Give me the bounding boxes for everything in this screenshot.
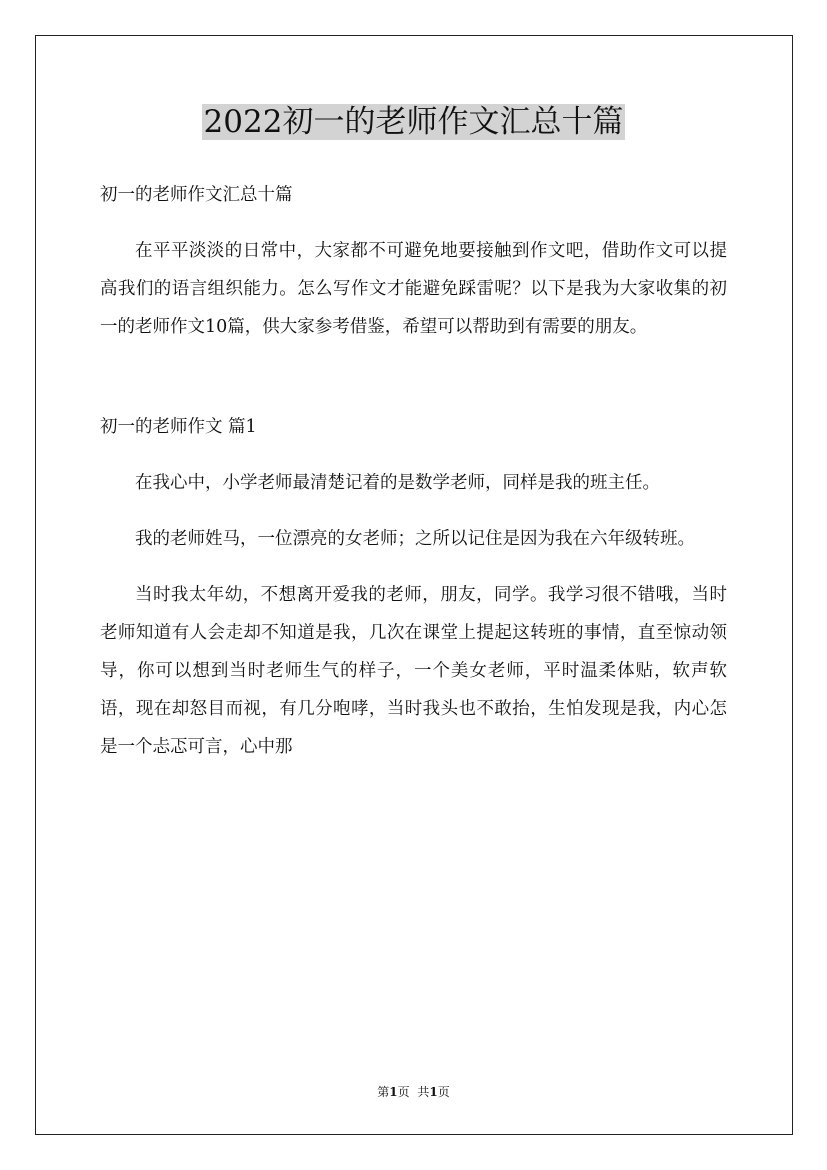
document-title-text: 2022初一的老师作文汇总十篇 [203,104,624,140]
footer-page-number: 1 [389,1085,398,1099]
body-paragraph: 当时我太年幼，不想离开爱我的老师，朋友，同学。我学习很不错哦，当时老师知道有人会走却不知道是我，几次在课堂上提起这转班的事情，直至惊动领导，你可以想到当时老师生气的样子，一个美女老师，平时温柔体贴，软声软语，现在却怒目而视，有几分咆哮，当时我头也不敢抬，生怕发现是我，内心怎是一个忐忑可言，心中那 [100,585,727,757]
footer-total-prefix: 共 [417,1085,430,1099]
page-footer [0,1083,827,1101]
footer-page-suffix: 页 [397,1085,410,1099]
intro-paragraph: 在平平淡淡的日常中，大家都不可避免地要接触到作文吧，借助作文可以提高我们的语言组织能力。怎么写作文才能避免踩雷呢？以下是我为大家收集的初一的老师作文10篇，供大家参考借鉴，希望可以帮助到有需要的朋友。 [100,241,727,337]
section-heading: 初一的老师作文 篇1 [100,417,257,437]
document-body [100,176,727,784]
body-paragraph: 我的老师姓马，一位漂亮的女老师；之所以记住是因为我在六年级转班。 [135,529,695,549]
document-subtitle: 初一的老师作文汇总十篇 [100,185,293,205]
footer-total-suffix: 页 [437,1085,450,1099]
footer-total-pages: 1 [429,1085,438,1099]
footer-prefix: 第 [377,1085,390,1099]
document-title [0,102,827,142]
body-paragraph: 在我心中，小学老师最清楚记着的是数学老师，同样是我的班主任。 [135,473,660,493]
